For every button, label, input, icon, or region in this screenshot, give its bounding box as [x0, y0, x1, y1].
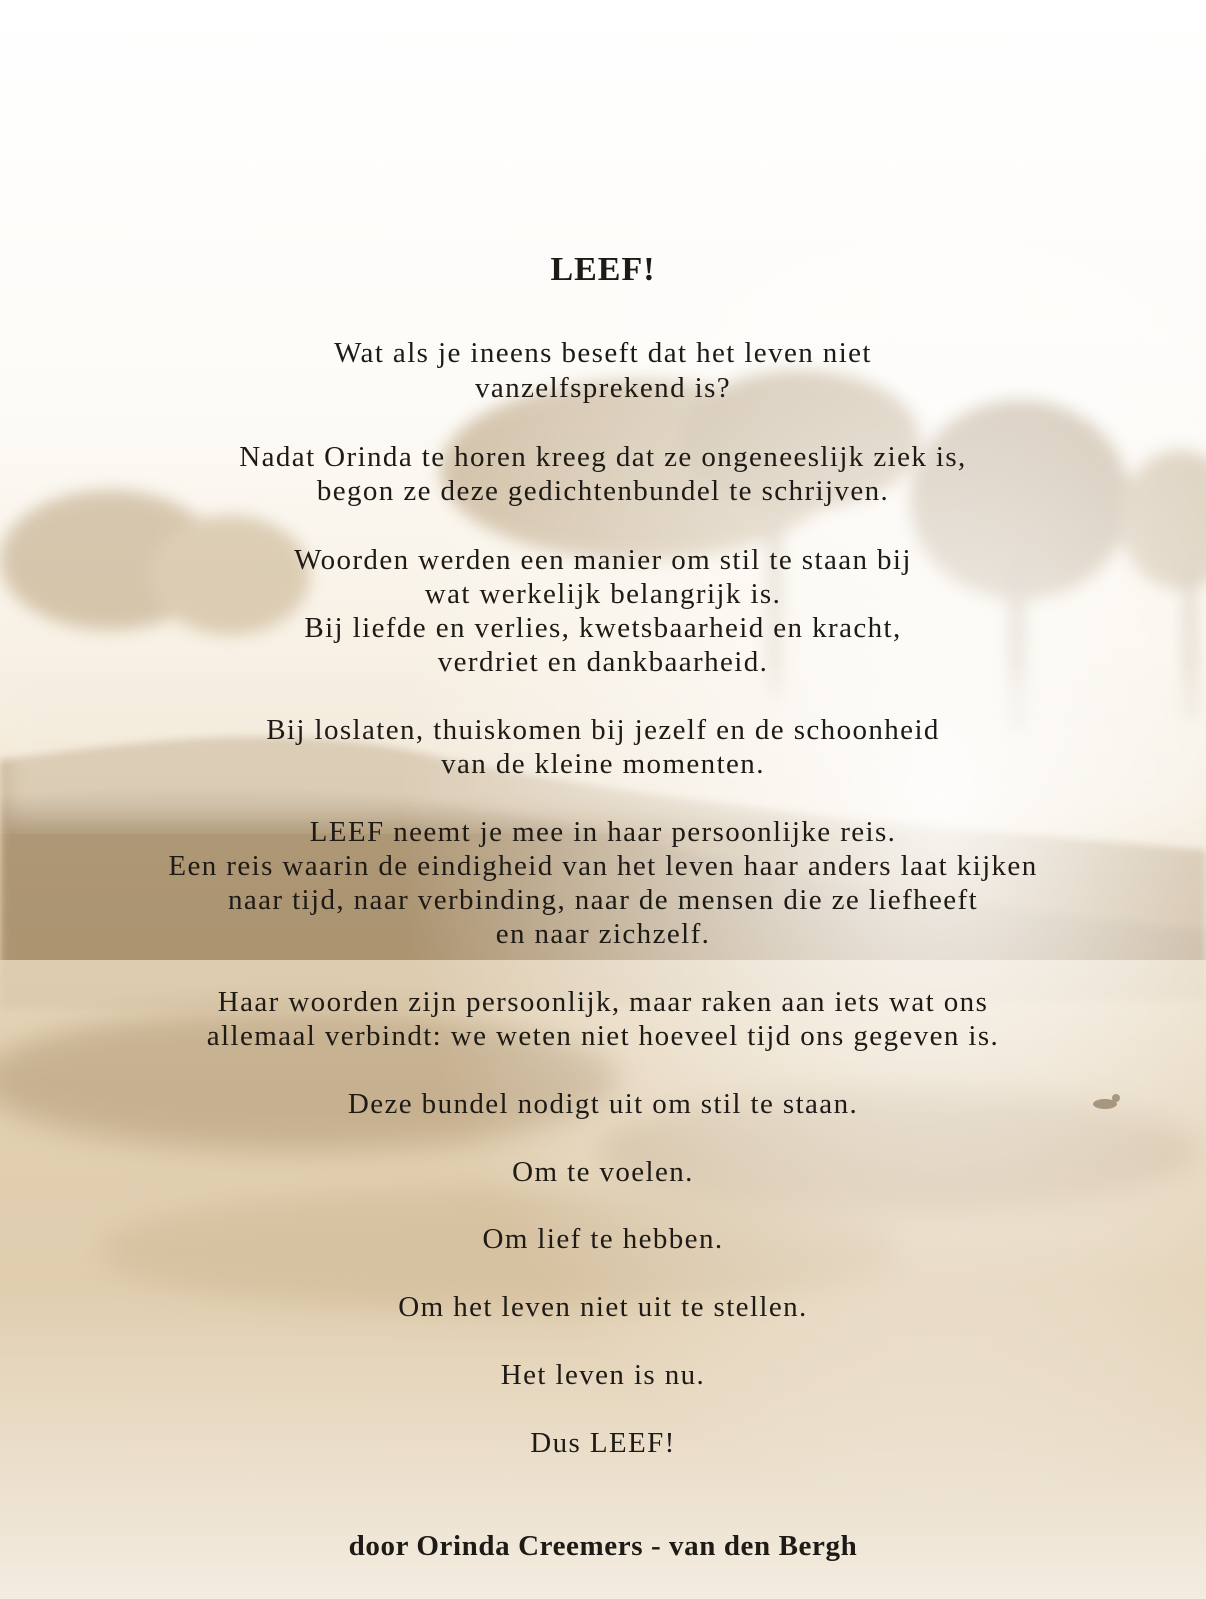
text-line: Om te voelen.	[512, 1156, 694, 1188]
poster-title: LEEF!	[550, 251, 656, 288]
text-line: naar tijd, naar verbinding, naar de mensen die ze liefheeft	[227, 884, 979, 916]
text-line: Bij loslaten, thuiskomen bij jezelf en de schoonheid	[266, 714, 940, 746]
text-line: verdriet en dankbaarheid.	[437, 646, 769, 678]
text-line: Haar woorden zijn persoonlijk, maar raken aan iets wat ons	[217, 986, 989, 1018]
text-line: Om het leven niet uit te stellen.	[398, 1291, 808, 1323]
text-line: Woorden werden een manier om stil te staan bij	[294, 544, 912, 576]
text-line: Deze bundel nodigt uit om stil te staan.	[347, 1088, 859, 1120]
text-line: wat werkelijk belangrijk is.	[424, 578, 782, 610]
text-line: LEEF neemt je mee in haar persoonlijke reis.	[309, 816, 897, 848]
text-line: Dus LEEF!	[530, 1427, 676, 1459]
text-line: van de kleine momenten.	[441, 748, 765, 780]
text-line: vanzelfsprekend is?	[474, 372, 732, 404]
text-line: Bij liefde en verlies, kwetsbaarheid en kracht,	[304, 612, 902, 644]
text-line: allemaal verbindt: we weten niet hoeveel tijd ons gegeven is.	[206, 1020, 1000, 1052]
text-line: Een reis waarin de eindigheid van het leven haar anders laat kijken	[168, 850, 1038, 882]
text-line: Het leven is nu.	[500, 1359, 706, 1391]
text-line: Nadat Orinda te horen kreeg dat ze ongeneeslijk ziek is,	[239, 441, 967, 473]
text-line: en naar zichzelf.	[495, 918, 711, 950]
text-line: Wat als je ineens beseft dat het leven niet	[334, 337, 872, 369]
text-line: begon ze deze gedichtenbundel te schrijven.	[316, 475, 890, 507]
author-credit: door Orinda Creemers - van den Bergh	[348, 1530, 858, 1562]
text-line: Om lief te hebben.	[482, 1223, 724, 1255]
